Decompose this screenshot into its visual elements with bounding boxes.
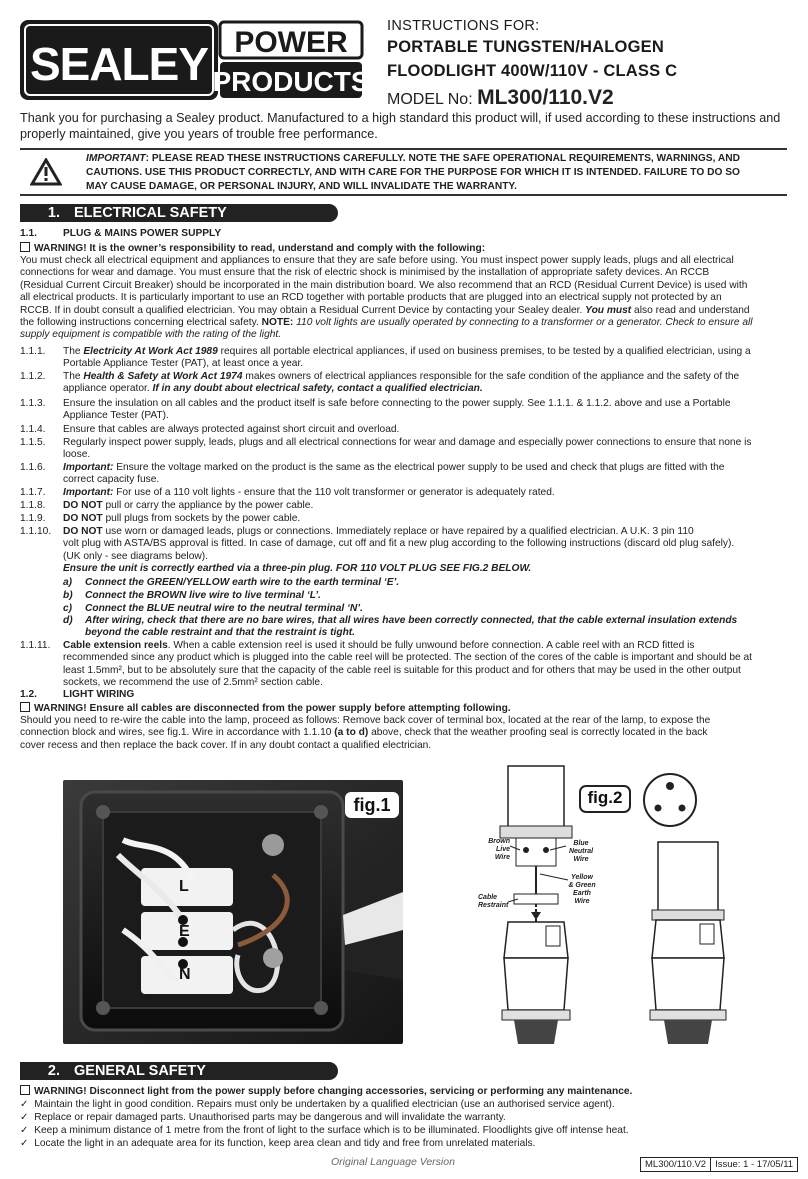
item-text: For use of a 110 volt lights - ensure that the 110 volt transformer or generator is adequately rated. — [113, 487, 555, 498]
item-emph: Health & Safety at Work Act 1974 — [83, 371, 243, 382]
subsection-title: LIGHT WIRING — [63, 689, 135, 700]
step-text: Connect the BROWN live wire to live terminal ‘L’. — [85, 590, 321, 601]
item-number: 1.1.1. — [20, 346, 46, 357]
list-item-text: Replace or repair damaged parts. Unauthorised parts may be dangerous and will invalidate the warranty. — [34, 1112, 506, 1123]
warning-text: WARNING! It is the owner’s responsibility to read, understand and comply with the following: — [34, 243, 486, 254]
step-letter: b) — [63, 590, 73, 601]
label-cable-restraint — [478, 894, 510, 910]
step-text: beyond the cable restraint and that the restraint is tight. — [85, 627, 356, 639]
step-letter: c) — [63, 603, 73, 614]
warning-owner — [20, 242, 485, 255]
label-line: Wire — [573, 856, 589, 863]
item-text: Ensure the voltage marked on the product is the same as the electrical power supply to be used and check that plugs are fitted with the — [113, 462, 725, 473]
section-heading-electrical-safety — [20, 204, 338, 222]
instructions-for: INSTRUCTIONS FOR: — [387, 18, 540, 34]
footer-issue-box — [640, 1157, 798, 1172]
checkbox-icon — [20, 1085, 30, 1095]
terminal-n-label: N — [179, 966, 191, 983]
para-line: RCCB. If in doubt consult a qualified electrician. You may obtain a Residual Current Device by contacting your Sealey dealer. — [20, 304, 583, 316]
item-emph: DO NOT — [63, 526, 103, 537]
item-text: sockets, we recommend the use of 2.5mm² section cable. — [63, 677, 323, 689]
important-label: IMPORTANT — [86, 153, 146, 164]
item-text: The — [63, 371, 84, 382]
warning-text: WARNING! Ensure all cables are disconnected from the power supply before attempting following. — [34, 703, 511, 714]
item-text: least 1.5mm², but to be absolutely sure that the capacity of the cable reel is suitable for this product and for others that may be used in the other output — [63, 664, 741, 676]
item-number: 1.1.3. — [20, 398, 46, 409]
subsection-title: PLUG & MAINS POWER SUPPLY — [63, 228, 222, 239]
warning-triangle-icon — [30, 158, 62, 191]
light-wiring-paragraph — [20, 715, 795, 752]
item-number: 1.1.10. — [20, 526, 52, 537]
item-emph: Important: — [63, 487, 114, 498]
title-line2: FLOODLIGHT 400W/110V - CLASS C — [387, 62, 678, 80]
item-emph: If in any doubt about electrical safety, contact a qualified electrician. — [152, 383, 483, 395]
model-label: MODEL No: — [387, 91, 473, 108]
item-text: volt plug with ASTA/BS approval is fitted. In case of damage, cut off and fit a new plug according to the following instructions (discard old plug safely). — [63, 538, 735, 550]
item-text: makes owners of electrical appliances responsible for the safe condition of the appliance and the safety of the — [242, 371, 740, 382]
item-text: pull plugs from sockets by the power cable. — [102, 513, 301, 524]
para-line: You must check all electrical equipment and appliances to ensure that they are safe before using. You must inspect power supply leads, plugs and all electrical — [20, 255, 734, 266]
intro-text — [20, 110, 790, 142]
label-blue-neutral — [564, 840, 598, 864]
warning-disconnect — [20, 1085, 632, 1098]
label-line: Blue — [573, 840, 589, 847]
warning-light-wiring — [20, 702, 511, 715]
para-emph: You must — [585, 304, 632, 316]
tick-icon: ✓ — [20, 1138, 29, 1149]
para-line: connection block and wires, see fig.1. Wire in accordance with 1.1.10 — [20, 727, 335, 739]
section-number: 2. — [47, 1063, 60, 1079]
step-letter: d) — [63, 615, 73, 626]
item-number: 1.1.5. — [20, 437, 46, 448]
checkbox-icon — [20, 702, 30, 712]
fig2-diagram — [478, 762, 798, 1054]
label-yellow-green-earth — [564, 874, 600, 906]
item-number: 1.1.4. — [20, 424, 46, 435]
item-text: appliance operator. — [63, 383, 153, 395]
important-line: : PLEASE READ THESE INSTRUCTIONS CAREFULLY. NOTE THE SAFE OPERATIONAL REQUIREMENTS, WARNINGS, AND — [145, 153, 740, 164]
electrical-paragraph — [20, 255, 795, 342]
section-number: 1. — [47, 205, 60, 221]
item-number: 1.1.11. — [20, 640, 51, 651]
terminal-l-label: L — [179, 878, 189, 895]
warning-text: WARNING! Disconnect light from the power supply before changing accessories, servicing or performing any maintenance. — [34, 1086, 633, 1097]
note-text: supply equipment is compatible with the rating of the light. — [20, 329, 282, 341]
item-emph: DO NOT — [63, 513, 103, 524]
logo-sub1: POWER — [234, 26, 348, 59]
terminal-e-label: E — [179, 923, 190, 940]
label-line: Live — [495, 846, 510, 853]
tick-icon: ✓ — [20, 1099, 29, 1110]
label-line: & Green — [568, 882, 596, 889]
label-line: Wire — [574, 898, 590, 905]
model-line — [387, 86, 614, 110]
label-brown-live — [478, 838, 510, 862]
item-text: loose. — [63, 449, 91, 461]
list-item-text: Keep a minimum distance of 1 metre from the front of light to the surface which is to be illuminated. Floodlights give off intense heat. — [34, 1125, 629, 1136]
list-item — [20, 1137, 535, 1150]
para-line: the following instructions concerning electrical safety. — [20, 317, 262, 329]
para-emph: (a to d) — [334, 727, 369, 739]
tick-icon: ✓ — [20, 1125, 29, 1136]
logo-sub2: PRODUCTS — [212, 66, 365, 97]
label-line: Wire — [494, 854, 510, 861]
item-text: Ensure the insulation on all cables and the product itself is safe before connecting to the power supply. See 1.1.1. & 1.1.2. above and use a Portable — [63, 398, 731, 409]
checkbox-icon — [20, 242, 30, 252]
step-text: After wiring, check that there are no bare wires, that all wires have been correctly connected, that the cable external insulation extends — [85, 615, 738, 626]
para-line: connections for wear and damage. You must ensure that the risk of electric shock is minimised by the installation of appropriate safety devices. An RCCB — [20, 267, 710, 279]
item-text: requires all portable electrical appliances, if used on business premises, to be tested by a qualified electrician, using a — [217, 346, 751, 357]
logo-brand: SEALEY — [29, 38, 209, 90]
section-title: ELECTRICAL SAFETY — [74, 205, 227, 221]
item-emph: Important: — [63, 462, 114, 473]
label-line: Brown — [488, 838, 510, 845]
list-item — [20, 1124, 629, 1137]
item-number: 1.1.9. — [20, 513, 46, 524]
item-emph: Ensure the unit is correctly earthed via a three-pin plug. FOR 110 VOLT PLUG SEE FIG.2 BELOW. — [63, 563, 532, 575]
item-text: pull or carry the appliance by the power cable. — [102, 500, 314, 511]
item-number: 1.1.6. — [20, 462, 46, 473]
list-item — [20, 1098, 615, 1111]
item-text: correct capacity fuse. — [63, 474, 160, 486]
item-text: Portable Appliance Tester (PAT), at least once a year. — [63, 358, 304, 370]
para-line: Should you need to re-wire the cable into the lamp, proceed as follows: Remove back cover of terminal box, located at the rear of the lamp, to expose the — [20, 715, 711, 726]
subsection-number: 1.2. — [20, 689, 37, 700]
title-line1: PORTABLE TUNGSTEN/HALOGEN — [387, 38, 664, 56]
item-text: The — [63, 346, 84, 357]
list-item — [20, 1111, 506, 1124]
item-emph: Cable extension reels — [63, 640, 168, 651]
step-letter: a) — [63, 577, 73, 588]
para-line: all electrical products. It is particularly important to use an RCD together with portable products that are plugged into an electrical supply not protected by an — [20, 292, 722, 304]
fig2-label: fig.2 — [587, 788, 623, 807]
important-notice — [20, 148, 787, 196]
step-text: Connect the GREEN/YELLOW earth wire to the earth terminal ‘E’. — [85, 577, 400, 588]
item-number: 1.1.2. — [20, 371, 46, 382]
label-line: Restraint — [478, 902, 509, 909]
item-text: use worn or damaged leads, plugs or connections. Immediately replace or have repaired by a qualified electrician. A U.K. 3 pin 110 — [102, 526, 694, 537]
subsection-number: 1.1. — [20, 228, 37, 239]
item-text: recommended since any product which is plugged into the cable reel will be protected. The section of the cores of the cable is important and should be at — [63, 652, 753, 664]
footer-model: ML300/110.V2 — [640, 1157, 711, 1172]
footer-issue: Issue: 1 - 17/05/11 — [711, 1157, 798, 1172]
note-label: NOTE: — [261, 317, 294, 329]
item-emph: DO NOT — [63, 500, 103, 511]
item-emph: Electricity At Work Act 1989 — [83, 346, 218, 357]
para-line: cover recess and then replace the back cover. If in any doubt contact a qualified electrician. — [20, 739, 432, 751]
para-line: also read and understand — [631, 304, 750, 316]
list-item-text: Locate the light in an adequate area for its function, keep area clean and tidy and free from unrelated materials. — [34, 1138, 536, 1149]
item-text: (UK only - see diagrams below). — [63, 550, 208, 562]
tick-icon: ✓ — [20, 1112, 29, 1123]
fig1-photo — [63, 780, 403, 1044]
note-text: 110 volt lights are usually operated by connecting to a transformer or a generator. Check to ensure all — [293, 317, 753, 329]
list-item-text: Maintain the light in good condition. Repairs must only be undertaken by a qualified electrician (use an authorised service agent). — [34, 1099, 615, 1110]
fig1-label: fig.1 — [345, 792, 399, 818]
label-line: Cable — [478, 894, 498, 901]
label-line: Earth — [573, 890, 591, 897]
important-line: CAUTIONS. USE THIS PRODUCT CORRECTLY, AND WITH CARE FOR THE PURPOSE FOR WHICH IT IS INTENDED. FAILURE TO DO SO — [86, 167, 740, 178]
footer-original-language: Original Language Version — [331, 1156, 455, 1168]
para-line: (Residual Current Circuit Breaker) should be incorporated in the main distribution board. We also recommend that an RCD (Residual Current Device) is used with — [20, 279, 748, 291]
section-heading-general-safety — [20, 1062, 338, 1080]
important-line: MAY CAUSE DAMAGE, OR PERSONAL INJURY, AND WILL INVALIDATE THE WARRANTY. — [86, 181, 517, 192]
model-number: ML300/110.V2 — [477, 86, 614, 109]
label-line: Yellow — [571, 874, 593, 881]
item-text: Appliance Tester (PAT). — [63, 410, 169, 422]
para-line: above, check that the weather proofing seal is correctly located in the back — [368, 727, 708, 739]
section-title: GENERAL SAFETY — [74, 1063, 206, 1079]
intro-line: properly maintained, give you years of trouble free performance. — [20, 127, 378, 141]
item-text: . When a cable extension reel is used it should be fully unwound before connection. A cable reel with an RCD fitted is — [167, 640, 695, 651]
item-number: 1.1.8. — [20, 500, 46, 511]
label-line: Neutral — [568, 848, 594, 855]
item-text: Regularly inspect power supply, leads, plugs and all electrical connections for wear and damage and especially power connections to ensure that none is — [63, 437, 752, 448]
item-text: Ensure that cables are always protected against short circuit and overload. — [63, 424, 400, 435]
intro-line: Thank you for purchasing a Sealey product. Manufactured to a high standard this product will, if used according to these instructions and — [20, 111, 781, 125]
sealey-logo — [20, 20, 365, 100]
item-number: 1.1.7. — [20, 487, 46, 498]
step-text: Connect the BLUE neutral wire to the neutral terminal ‘N’. — [85, 603, 363, 614]
